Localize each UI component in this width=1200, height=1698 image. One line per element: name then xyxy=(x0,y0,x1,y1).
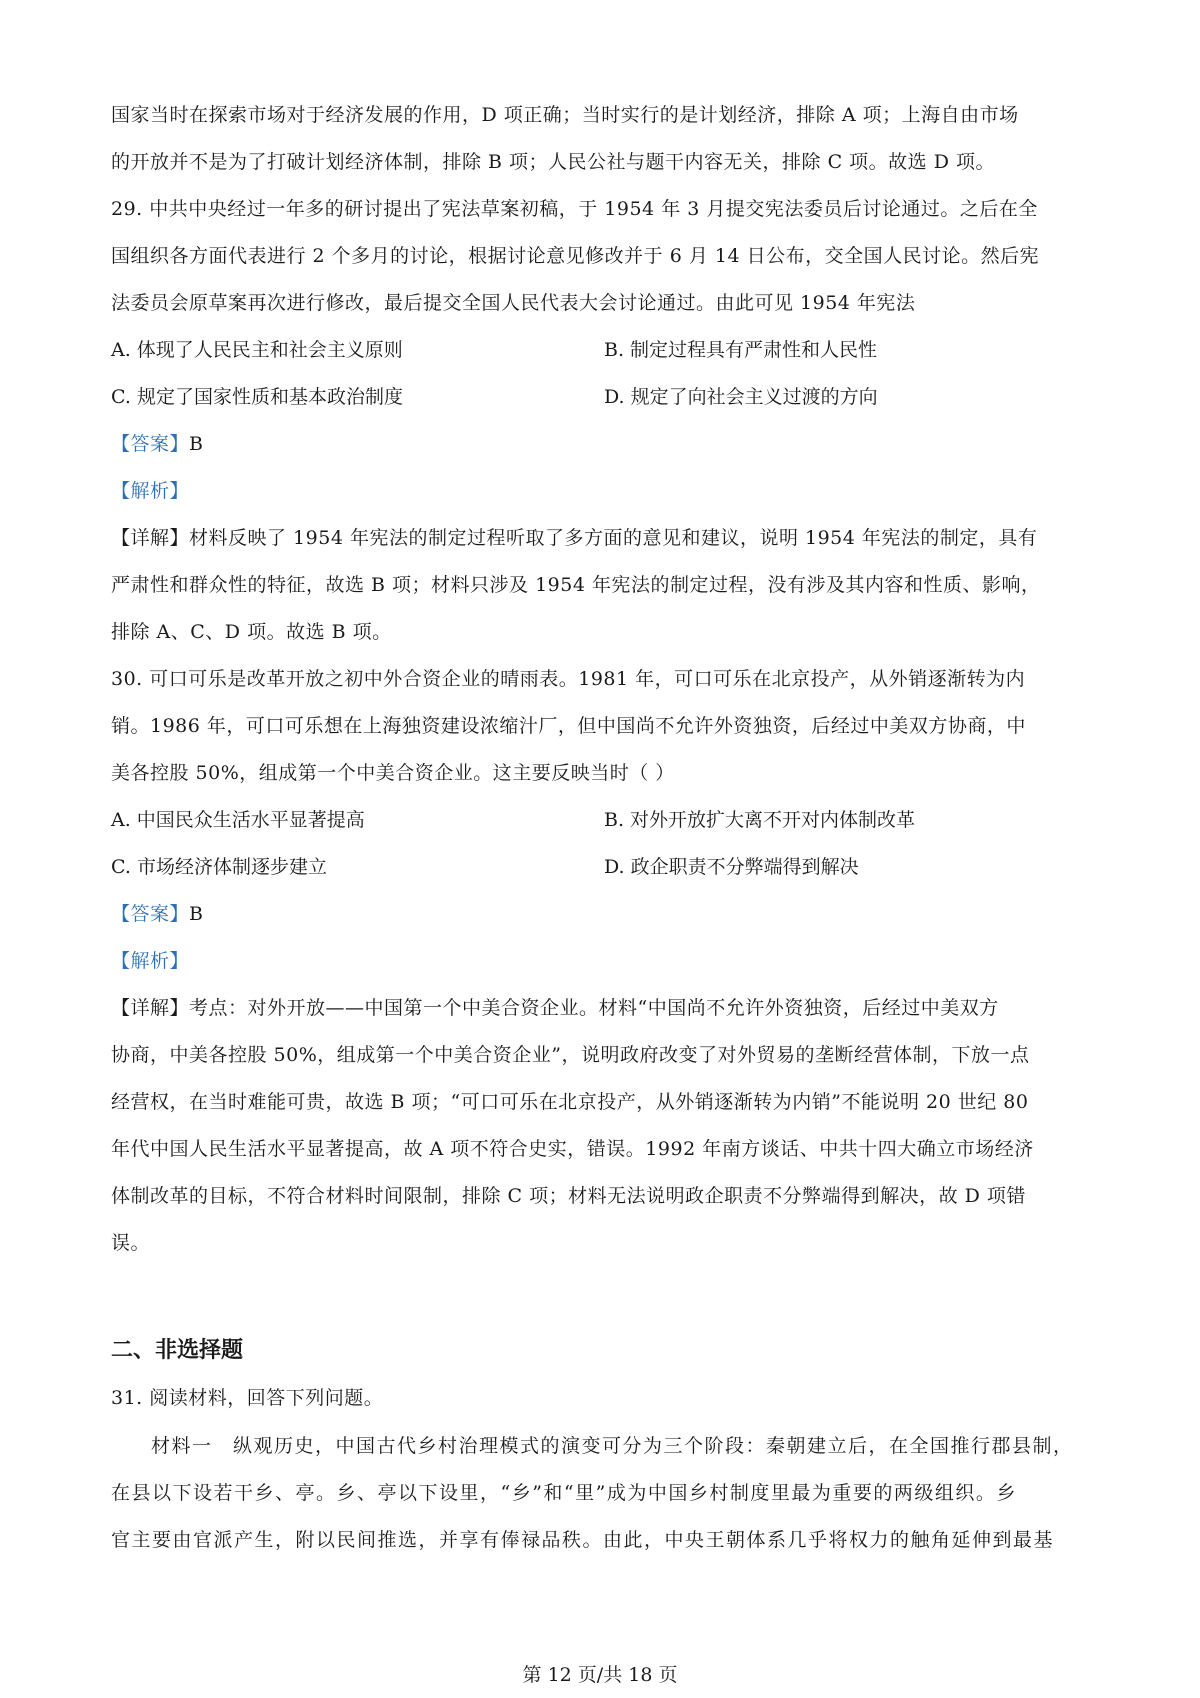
q30-stem-line-2: 销。1986 年，可口可乐想在上海独资建设浓缩汁厂，但中国尚不允许外资独资，后经过中美双方协商，中 xyxy=(111,715,1026,737)
q30-stem-line-3: 美各控股 50%，组成第一个中美合资企业。这主要反映当时（ ） xyxy=(111,762,675,784)
q31-material-line-3: 官主要由官派产生，附以民间推选，并享有俸禄品秩。由此，中央王朝体系几乎将权力的触角延伸到最基 xyxy=(111,1529,1055,1551)
q30-detail-line-5: 体制改革的目标，不符合材料时间限制，排除 C 项；材料无法说明政企职责不分弊端得到解决，故 D 项错 xyxy=(111,1185,1026,1207)
q30-detail-line-2: 协商，中美各控股 50%，组成第一个中美合资企业”，说明政府改变了对外贸易的垄断经营体制，下放一点 xyxy=(111,1044,1030,1066)
q29-stem-line-3: 法委员会原草案再次进行修改，最后提交全国人民代表大会讨论通过。由此可见 1954 年宪法 xyxy=(111,292,916,314)
q30-detail-line-3: 经营权，在当时难能可贵，故选 B 项；“可口可乐在北京投产，从外销逐渐转为内销”不能说明 20 世纪 80 xyxy=(111,1091,1029,1113)
answer-tag: 【答案】 xyxy=(111,433,190,455)
section-heading: 二、非选择题 xyxy=(111,1338,244,1363)
q30-stem-line-1: 30. 可口可乐是改革开放之初中外合资企业的晴雨表。1981 年，可口可乐在北京投产，从外销逐渐转为内 xyxy=(111,668,1026,690)
q30-detail-line-1: 【详解】考点：对外开放——中国第一个中美合资企业。材料“中国尚不允许外资独资，后经过中美双方 xyxy=(111,997,999,1019)
q30-detail-line-4: 年代中国人民生活水平显著提高，故 A 项不符合史实，错误。1992 年南方谈话、中共十四大确立市场经济 xyxy=(111,1138,1034,1160)
q29-answer xyxy=(111,421,1101,468)
q30-analysis-tag: 【解析】 xyxy=(111,950,190,972)
q29-stem-line-1: 29. 中共中央经过一年多的研讨提出了宪法草案初稿，于 1954 年 3 月提交宪法委员后讨论通过。之后在全 xyxy=(111,198,1038,220)
q30-answer xyxy=(111,891,1101,938)
page-number: 第 12 页/共 18 页 xyxy=(522,1664,678,1686)
q31-material-line-2: 在县以下设若干乡、亭。乡、亭以下设里，“乡”和“里”成为中国乡村制度里最为重要的两级组织。乡 xyxy=(111,1482,1017,1504)
q29-detail-line-2: 严肃性和群众性的特征，故选 B 项；材料只涉及 1954 年宪法的制定过程，没有涉及其内容和性质、影响， xyxy=(111,574,1041,596)
q29-option-a: A. 体现了人民民主和社会主义原则 xyxy=(111,339,403,361)
q29-option-d: D. 规定了向社会主义过渡的方向 xyxy=(604,386,878,408)
q31-material-line-1: 材料一 纵观历史，中国古代乡村治理模式的演变可分为三个阶段：秦朝建立后，在全国推行郡县制， xyxy=(151,1435,1074,1457)
q29-detail-line-3: 排除 A、C、D 项。故选 B 项。 xyxy=(111,621,392,643)
q29-option-b: B. 制定过程具有严肃性和人民性 xyxy=(604,339,878,361)
q30-detail-line-6: 误。 xyxy=(111,1232,151,1254)
q29-stem-line-2: 国组织各方面代表进行 2 个多月的讨论，根据讨论意见修改并于 6 月 14 日公布，交全国人民讨论。然后宪 xyxy=(111,245,1040,267)
q30-option-b: B. 对外开放扩大离不开对内体制改革 xyxy=(604,809,916,831)
q29-option-c: C. 规定了国家性质和基本政治制度 xyxy=(111,386,403,408)
q30-answer-value: B xyxy=(189,903,204,925)
q29-analysis-tag: 【解析】 xyxy=(111,480,190,502)
answer-tag: 【答案】 xyxy=(111,903,190,925)
intro-line-2: 的开放并不是为了打破计划经济体制，排除 B 项；人民公社与题干内容无关，排除 C 项。故选 D 项。 xyxy=(111,151,995,173)
q30-option-d: D. 政企职责不分弊端得到解决 xyxy=(604,856,859,878)
q29-answer-value: B xyxy=(189,433,204,455)
q30-option-a: A. 中国民众生活水平显著提高 xyxy=(111,809,365,831)
q29-detail-line-1: 【详解】材料反映了 1954 年宪法的制定过程听取了多方面的意见和建议，说明 1954 年宪法的制定，具有 xyxy=(111,527,1038,549)
intro-line-1: 国家当时在探索市场对于经济发展的作用，D 项正确；当时实行的是计划经济，排除 A 项；上海自由市场 xyxy=(111,104,1019,126)
q31-stem: 31. 阅读材料，回答下列问题。 xyxy=(111,1387,384,1409)
q30-option-c: C. 市场经济体制逐步建立 xyxy=(111,856,327,878)
